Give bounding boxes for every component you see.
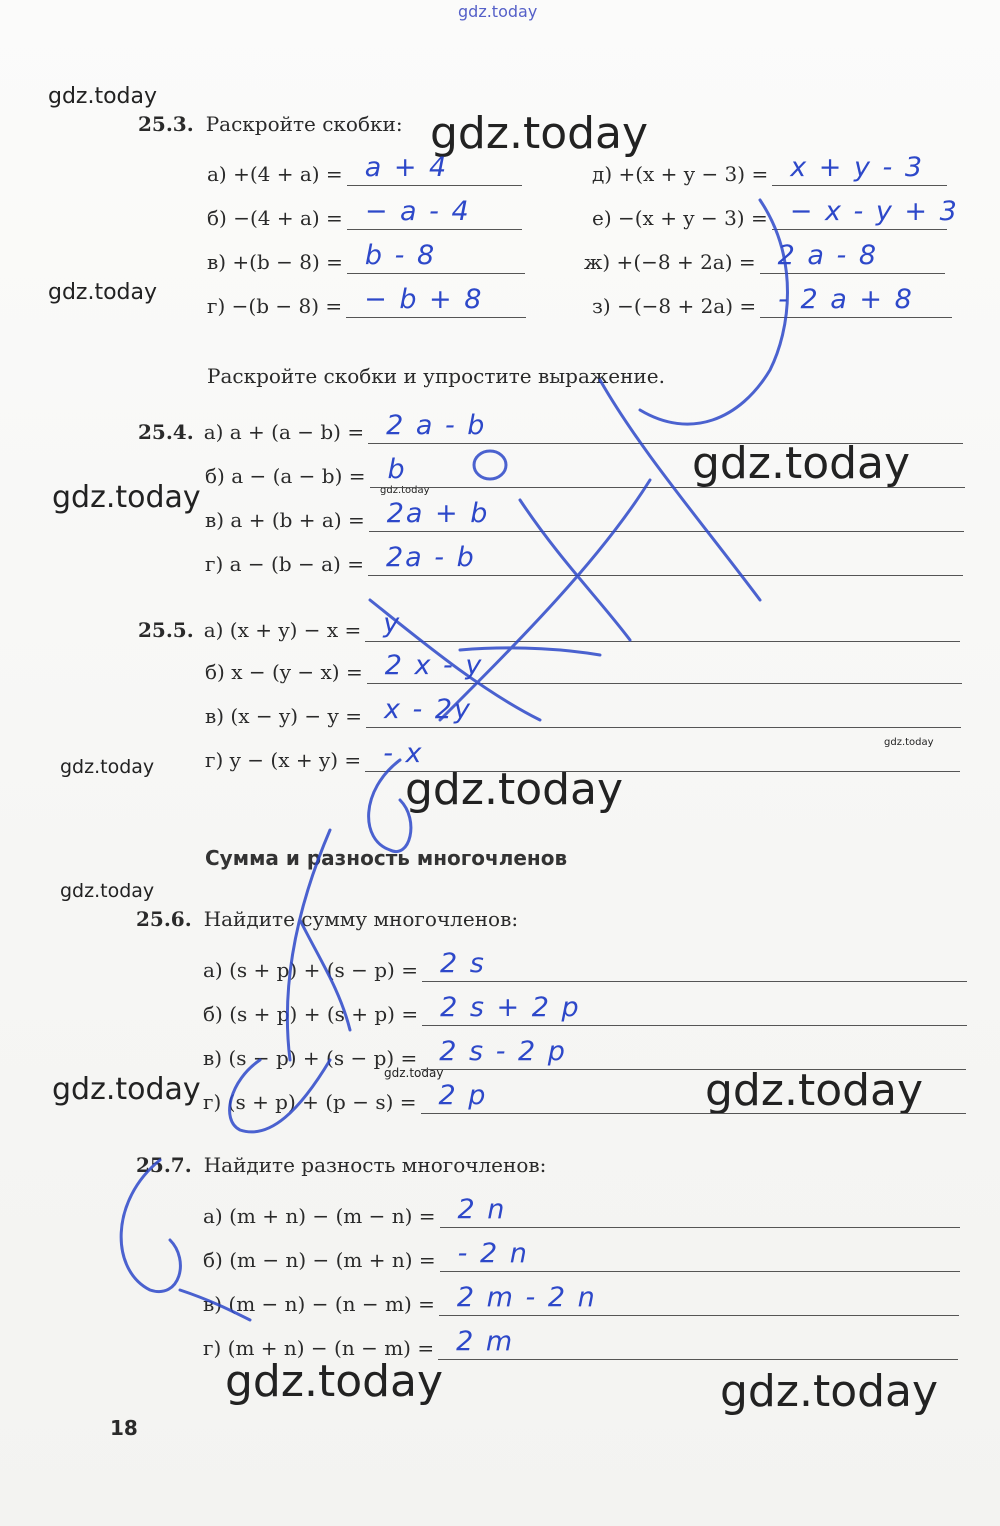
- task-number: 25.7.: [136, 1153, 192, 1177]
- task-25-4-v: [205, 498, 964, 532]
- watermark: gdz.today: [60, 756, 155, 778]
- handwritten-answer: 2 a - 8: [777, 240, 879, 271]
- answer-line[interactable]: [368, 542, 963, 576]
- task-25-7-g: [203, 1326, 958, 1360]
- expression: а) (m + n) − (m − n) =: [203, 1204, 436, 1228]
- expression: г) a − (b − a) =: [205, 552, 364, 576]
- expression: б) −(4 + a) =: [207, 206, 343, 230]
- task-25-3-zh: [584, 240, 945, 274]
- answer-line[interactable]: [772, 196, 959, 230]
- handwritten-answer: b: [387, 454, 407, 485]
- section-title: Сумма и разность многочленов: [205, 846, 568, 870]
- handwritten-answer: - 2 a + 8: [778, 284, 914, 315]
- handwritten-answer: 2 p: [438, 1080, 488, 1111]
- watermark: gdz.today: [430, 108, 649, 159]
- answer-line[interactable]: [440, 1238, 960, 1272]
- watermark: gdz.today: [720, 1366, 939, 1417]
- task-25-7-b: [203, 1238, 960, 1272]
- handwritten-answer: - x: [383, 738, 424, 769]
- expression: д) +(x + y − 3) =: [592, 162, 769, 186]
- answer-line[interactable]: [760, 240, 945, 274]
- answer-line[interactable]: [422, 992, 967, 1026]
- expression: б) x − (y − x) =: [205, 660, 363, 684]
- task-25-6-v: [203, 1036, 966, 1070]
- answer-line[interactable]: [369, 498, 964, 532]
- answer-line[interactable]: [760, 284, 952, 318]
- handwritten-answer: 2 s: [439, 948, 486, 979]
- task-25-5-v: [205, 694, 961, 728]
- task-number: 25.4.: [138, 420, 194, 444]
- expression: б) (s + p) + (s + p) =: [203, 1002, 419, 1026]
- handwritten-answer: x - 2y: [383, 694, 473, 725]
- answer-line[interactable]: [368, 410, 963, 444]
- watermark: gdz.today: [384, 1066, 444, 1080]
- answer-line[interactable]: [365, 608, 960, 642]
- task-title: Раскройте скобки:: [205, 112, 403, 136]
- handwritten-answer: 2 n: [457, 1194, 507, 1225]
- expression: г) y − (x + y) =: [205, 748, 362, 772]
- answer-line[interactable]: [772, 152, 947, 186]
- task-25-3-z: [592, 284, 952, 318]
- watermark: gdz.today: [48, 280, 158, 305]
- handwritten-answer: − x - y + 3: [789, 196, 959, 227]
- task-title: Найдите разность многочленов:: [203, 1153, 547, 1177]
- task-25-5-b: [205, 650, 962, 684]
- handwritten-answer: - 2 n: [457, 1238, 529, 1269]
- expression: в) (x − y) − y =: [205, 704, 362, 728]
- expression: а) (x + y) − x =: [203, 618, 362, 642]
- expression: б) (m − n) − (m + n) =: [203, 1248, 436, 1272]
- handwritten-answer: b - 8: [364, 240, 437, 271]
- handwritten-answer: 2 s - 2 p: [439, 1036, 567, 1067]
- expression: в) a + (b + a) =: [205, 508, 365, 532]
- expression: е) −(x + y − 3) =: [592, 206, 768, 230]
- handwritten-answer: 2 x - y: [384, 650, 484, 681]
- handwritten-answer: x + y - 3: [790, 152, 925, 183]
- expression: в) (s − p) + (s − p) =: [203, 1046, 418, 1070]
- task-25-4-a: [138, 410, 963, 444]
- expression: ж) +(−8 + 2a) =: [584, 250, 756, 274]
- expression: а) (s + p) + (s − p) =: [203, 958, 418, 982]
- expression: г) −(b − 8) =: [207, 294, 343, 318]
- answer-line[interactable]: [421, 1036, 966, 1070]
- expression: в) (m − n) − (n − m) =: [203, 1292, 435, 1316]
- answer-line[interactable]: [422, 948, 967, 982]
- task-title: Найдите сумму многочленов:: [203, 907, 519, 931]
- expression: г) (s + p) + (p − s) =: [203, 1090, 417, 1114]
- answer-line[interactable]: [366, 694, 961, 728]
- watermark: gdz.today: [225, 1356, 444, 1407]
- task-25-3-a: [207, 152, 522, 186]
- task-25-6-heading: [136, 907, 518, 931]
- task-25-3-e: [592, 196, 959, 230]
- task-25-5-a: [138, 608, 960, 642]
- handwritten-answer: 2 s + 2 p: [440, 992, 581, 1023]
- expression: а) +(4 + a) =: [207, 162, 343, 186]
- expression: б) a − (a − b) =: [205, 464, 366, 488]
- handwritten-answer: − a - 4: [364, 196, 471, 227]
- watermark: gdz.today: [692, 438, 911, 489]
- task-25-6-b: [203, 992, 967, 1026]
- expression: а) a + (a − b) =: [203, 420, 365, 444]
- answer-line[interactable]: [439, 1282, 959, 1316]
- watermark: gdz.today: [52, 1072, 201, 1107]
- answer-line[interactable]: [347, 240, 525, 274]
- task-25-3-v: [207, 240, 525, 274]
- watermark: gdz.today: [405, 764, 624, 815]
- task-number: 25.3.: [138, 112, 194, 136]
- handwritten-answer: 2a - b: [385, 542, 476, 573]
- answer-line[interactable]: [346, 284, 526, 318]
- task-25-4-g: [205, 542, 963, 576]
- answer-line[interactable]: [440, 1194, 960, 1228]
- answer-line[interactable]: [347, 152, 522, 186]
- answer-line[interactable]: [347, 196, 522, 230]
- watermark: gdz.today: [884, 737, 934, 748]
- watermark: gdz.today: [48, 84, 158, 109]
- simplify-heading: Раскройте скобки и упростите выражение.: [207, 364, 665, 388]
- watermark: gdz.today: [705, 1065, 924, 1116]
- task-25-3-heading: [138, 112, 403, 136]
- handwritten-answer: a + 4: [364, 152, 449, 183]
- task-25-3-g: [207, 284, 526, 318]
- watermark: gdz.today: [380, 485, 430, 496]
- task-25-6-a: [203, 948, 967, 982]
- handwritten-answer: − b + 8: [364, 284, 484, 315]
- handwritten-answer: 2 a - b: [386, 410, 487, 441]
- answer-line[interactable]: [367, 650, 962, 684]
- watermark: gdz.today: [52, 480, 201, 515]
- answer-line[interactable]: [438, 1326, 958, 1360]
- task-25-3-b: [207, 196, 522, 230]
- top-watermark: gdz.today: [458, 2, 538, 21]
- task-25-7-v: [203, 1282, 959, 1316]
- task-25-7-a: [203, 1194, 960, 1228]
- expression: в) +(b − 8) =: [207, 250, 343, 274]
- task-number: 25.5.: [138, 618, 194, 642]
- page-number: 18: [110, 1416, 138, 1440]
- expression: з) −(−8 + 2a) =: [592, 294, 757, 318]
- handwritten-answer: y: [383, 608, 402, 639]
- handwritten-answer: 2 m: [456, 1326, 515, 1357]
- task-25-7-heading: [136, 1153, 546, 1177]
- expression: г) (m + n) − (n − m) =: [203, 1336, 435, 1360]
- task-25-3-d: [592, 152, 947, 186]
- watermark: gdz.today: [60, 880, 155, 902]
- handwritten-answer: 2 m - 2 n: [456, 1282, 597, 1313]
- handwritten-answer: 2a + b: [386, 498, 490, 529]
- task-number: 25.6.: [136, 907, 192, 931]
